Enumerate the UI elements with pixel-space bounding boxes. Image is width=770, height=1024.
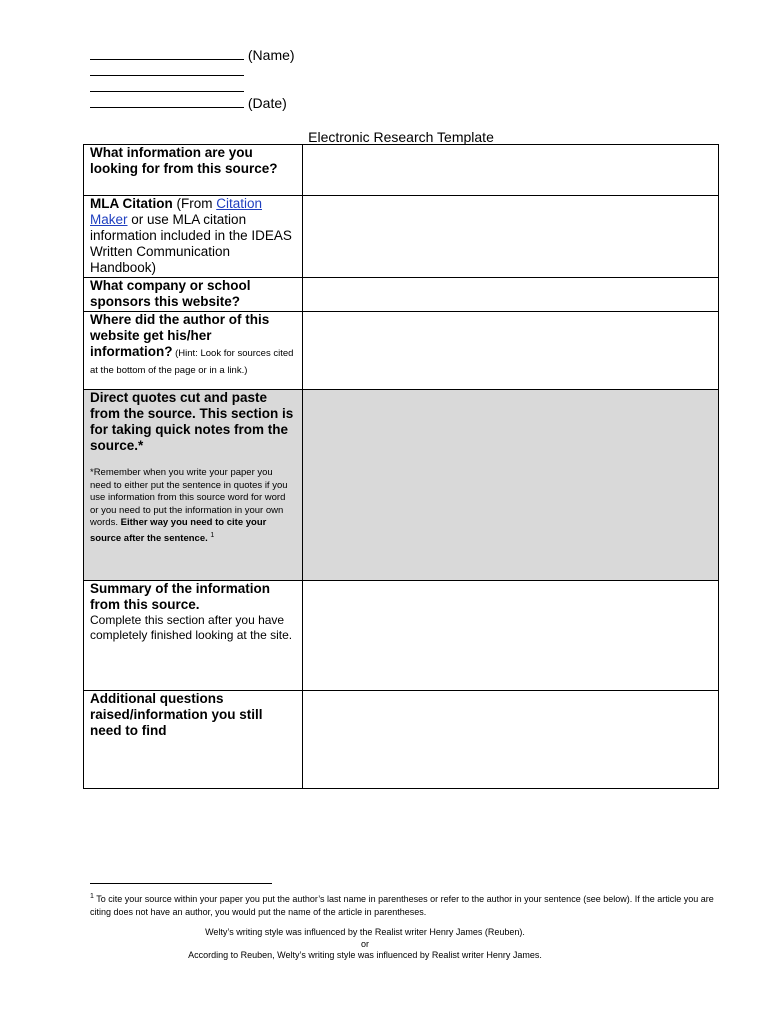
blank-row: [90, 62, 295, 78]
blank-line: [90, 78, 244, 92]
answer-cell[interactable]: [303, 691, 719, 789]
table-row: [84, 196, 719, 278]
footnote-mark: 1: [90, 893, 94, 900]
blank-line: [90, 62, 244, 76]
answer-cell[interactable]: [303, 581, 719, 691]
answer-cell[interactable]: [303, 390, 719, 581]
example-1: Welty’s writing style was influenced by the Realist writer Henry James (Reuben).: [205, 927, 525, 937]
reminder-note: [90, 467, 296, 545]
question-text: or use MLA citation information included in the IDEAS Written Communication Handbook): [90, 212, 292, 275]
footnote: [90, 891, 730, 918]
footnote-ref: 1: [210, 531, 215, 539]
note-bold-text: Either way you need to cite your source after the sentence.: [90, 517, 267, 544]
citation-maker-link[interactable]: Citation Maker: [90, 196, 263, 227]
row-label: [84, 196, 303, 278]
question-text: Additional questions raised/information you still need to find: [90, 691, 263, 738]
name-line: [90, 46, 295, 62]
row-label: [84, 691, 303, 789]
detail-text: Complete this section after you have completely finished looking at the site.: [90, 613, 293, 642]
name-label: (Name): [247, 47, 295, 63]
date-line: [90, 94, 295, 110]
question-text: Summary of the information from this source.: [90, 581, 271, 612]
page-title: Electronic Research Template: [308, 129, 494, 145]
table-row: [84, 691, 719, 789]
row-label: [84, 581, 303, 691]
row-label: [84, 145, 303, 196]
table-row: [84, 145, 719, 196]
table-row: [84, 581, 719, 691]
blank-line: [90, 94, 244, 108]
question-text: What company or school sponsors this website?: [90, 278, 251, 309]
row-label: [84, 278, 303, 312]
blank-row: [90, 78, 295, 94]
table-row: [84, 278, 719, 312]
note-text: *Remember when you write your paper you need to either put the sentence in quotes if you use information from this source word for word or you need to put the information in your own words.: [90, 467, 288, 528]
answer-cell[interactable]: [303, 312, 719, 390]
answer-cell[interactable]: [303, 278, 719, 312]
table-row: [84, 390, 719, 581]
question-text: Direct quotes cut and paste from the source. This section is for taking quick notes from the source.*: [90, 390, 294, 453]
question-text: MLA Citation: [90, 196, 173, 211]
question-text: (From: [172, 196, 217, 211]
footnote-text: To cite your source within your paper you put the author’s last name in parentheses or refer to the author in your sentence (see below). If the article you are citing does not have an author, you would put the name of the article in parentheses.: [90, 894, 714, 917]
row-label: [84, 312, 303, 390]
citation-examples: [90, 927, 640, 962]
table-row: [84, 312, 719, 390]
question-text: What information are you looking for from this source?: [90, 145, 278, 176]
question-text: Where did the author of this website get his/her information?: [90, 312, 270, 359]
research-template-table: [83, 144, 719, 789]
blank-line: [90, 46, 244, 60]
answer-cell[interactable]: [303, 196, 719, 278]
example-2: According to Reuben, Welty’s writing style was influenced by Realist writer Henry James.: [188, 950, 542, 960]
row-label: [84, 390, 303, 581]
footnote-separator: [90, 883, 272, 884]
example-or: or: [360, 938, 369, 949]
header-fields: [90, 46, 295, 110]
answer-cell[interactable]: [303, 145, 719, 196]
hint-text: (Hint: Look for sources cited at the bottom of the page or in a link.): [90, 348, 294, 376]
date-label: (Date): [247, 95, 287, 111]
